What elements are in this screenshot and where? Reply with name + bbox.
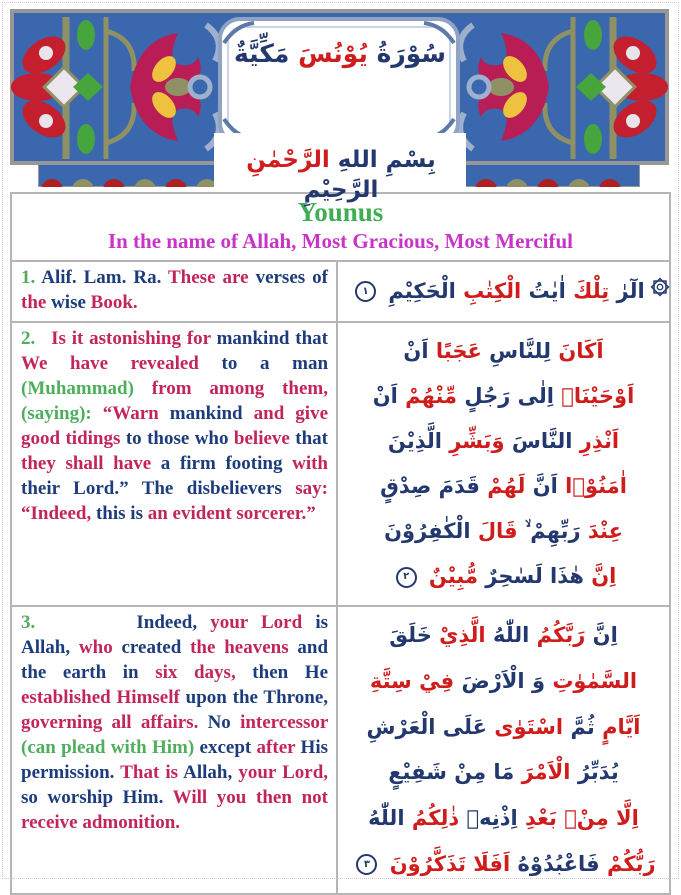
arabic-segment: اَنْ <box>372 384 398 408</box>
arabic-line <box>350 464 657 509</box>
text-segment: a firm footing <box>160 453 283 474</box>
header-arabic-word: مَكِّيَّةٌ <box>233 39 290 68</box>
text-segment: Book. <box>90 292 138 313</box>
header-arabic-word: سُوْرَةُ <box>376 39 447 68</box>
arabic-segment: الَّذِيْ <box>439 623 486 648</box>
text-segment: six days, <box>155 662 236 683</box>
arabic-segment: اَنْ <box>403 339 429 363</box>
verse-english <box>12 607 338 893</box>
text-segment: then He <box>252 662 328 683</box>
verse-number: 3. <box>21 612 36 633</box>
text-segment: wise <box>51 292 86 313</box>
surah-title: Younus <box>297 197 384 227</box>
text-segment: they shall have <box>21 453 152 474</box>
verse-row <box>12 323 669 607</box>
text-segment: the heavens <box>190 637 289 658</box>
text-segment: Allah, <box>183 762 233 783</box>
text-segment: an evident sorcerer.” <box>147 503 316 524</box>
text-segment: their Lord.” <box>21 478 129 499</box>
arabic-segment: السَّمٰوٰتِ <box>552 668 638 693</box>
text-segment: We have revealed <box>21 353 199 374</box>
text-segment: and the earth in <box>21 637 329 683</box>
verse-table <box>12 262 669 893</box>
text-segment: Alif. Lam. Ra. <box>41 267 162 288</box>
text-segment: who <box>78 637 113 658</box>
content-frame <box>10 192 671 895</box>
text-segment: verses of <box>255 267 328 288</box>
arabic-segment: اَيَّامٍ <box>602 714 641 739</box>
bismillah-translation: In the name of Allah, Most Gracious, Most Merciful <box>107 229 574 253</box>
arabic-segment: اَنْذِرِ <box>579 429 620 453</box>
text-segment: mankind that <box>216 328 328 349</box>
arabic-segment: اللّٰهُ <box>492 623 530 648</box>
header-arabic-word: الرَّحِيْمِ <box>303 177 379 203</box>
ayah-end-marker: ١ <box>355 281 376 302</box>
text-segment: (Muhammad) <box>21 378 134 399</box>
arabic-segment: يُدَبِّرُ <box>577 760 619 785</box>
text-segment: and give good tidings <box>21 403 329 449</box>
verse-arabic <box>338 323 669 605</box>
text-segment: is Allah, <box>21 612 328 658</box>
text-segment: Will you then not receive admonition. <box>21 787 328 833</box>
arabic-segment: وَبَشِّرِ <box>449 429 505 453</box>
text-segment: this is <box>95 503 143 524</box>
text-segment: These are <box>168 267 249 288</box>
header-arabic-word: يُوْنُسَ <box>298 39 368 68</box>
arabic-segment: اَكَانَ <box>558 339 604 363</box>
arabic-segment: لَسٰحِرٌ <box>485 564 543 588</box>
verse-number: 1. <box>21 267 36 288</box>
text-segment: intercessor <box>240 712 329 733</box>
arabic-segment: لَهُمْ <box>487 474 526 498</box>
arabic-line <box>350 796 657 841</box>
text-segment: the <box>21 292 47 313</box>
text-segment: say: “Indeed, <box>21 478 328 524</box>
arabic-segment: اللّٰهُ <box>368 805 405 830</box>
text-segment: from among them, <box>151 378 329 399</box>
ayah-end-marker: ٢ <box>396 567 417 588</box>
text-segment: (saying): <box>21 403 92 424</box>
text-segment: governing all affairs. <box>21 712 199 733</box>
header-ornament-band <box>10 9 669 203</box>
arabic-segment: الَّذِيْنَ <box>387 429 442 453</box>
text-segment: to those who <box>125 428 229 449</box>
text-segment: established Himself <box>21 687 180 708</box>
arabic-segment: اِنَّ <box>591 564 617 588</box>
text-segment: your Lord, <box>238 762 329 783</box>
surah-title-arabic <box>223 39 457 69</box>
verse-number: 2. <box>21 328 36 349</box>
text-segment: “Warn <box>102 403 159 424</box>
arabic-segment: اَوْحَيْنَاۤ <box>561 384 635 408</box>
arabic-segment: الْاَمْرَ <box>521 760 571 785</box>
arabic-line <box>350 329 657 374</box>
text-segment: to a man <box>221 353 329 374</box>
arabic-segment: اسْتَوٰى <box>494 714 564 739</box>
arabic-line <box>350 613 657 658</box>
arabic-line <box>350 659 657 704</box>
arabic-segment: وَ الْاَرْضَ <box>461 668 545 693</box>
arabic-segment: الٓرٰ <box>616 278 645 303</box>
text-segment: Is it astonishing for <box>51 328 211 349</box>
arabic-line <box>350 554 657 599</box>
arabic-line <box>350 750 657 795</box>
verse-row <box>12 607 669 893</box>
verse-row <box>12 262 669 323</box>
arabic-segment: النَّاسَ <box>511 429 573 453</box>
arabic-segment: قَدَمَ صِدْقٍ <box>380 474 480 498</box>
arabic-segment: عَجَبًا <box>435 339 482 363</box>
header-arabic-word: بِسْمِ اللهِ <box>337 147 436 173</box>
arabic-segment: الْحَكِيْمِ <box>388 278 456 303</box>
text-segment: with <box>292 453 329 474</box>
arabic-line <box>350 419 657 464</box>
text-segment: Indeed, <box>136 612 198 633</box>
arabic-line <box>350 374 657 419</box>
arabic-segment: عِنْدَ <box>587 519 623 543</box>
arabic-segment: مِّنْهُمْ <box>405 384 458 408</box>
quran-page <box>10 0 671 895</box>
text-segment: That is <box>120 762 179 783</box>
text-segment: that <box>295 428 329 449</box>
arabic-segment: فَاعْبُدُوْهُ <box>517 851 600 876</box>
arabic-segment: تِلْكَ <box>573 278 610 303</box>
rub-el-hizb-icon <box>649 269 671 314</box>
text-segment: mankind <box>169 403 243 424</box>
arabic-segment: اٰيٰتُ <box>528 278 566 303</box>
arabic-segment: مُّبِيْنٌ <box>428 564 478 588</box>
arabic-segment: اِلٰى رَجُلٍ <box>464 384 554 408</box>
text-segment: His permission. <box>21 737 328 783</box>
arabic-segment: فِيْ سِتَّةِ <box>369 668 455 693</box>
arabic-segment: عَلَى الْعَرْشِ <box>366 714 487 739</box>
verse-arabic <box>338 607 669 893</box>
arabic-segment: قَالَ <box>477 519 518 543</box>
arabic-line <box>350 269 675 315</box>
arabic-segment: اَنَّ <box>532 474 558 498</box>
text-segment: after <box>256 737 296 758</box>
arabic-segment: اِنَّ <box>592 623 618 648</box>
verse-arabic <box>338 262 681 321</box>
text-segment: (can plead with Him) <box>21 737 195 758</box>
header-arabic-word: الرَّحْمٰنِ <box>246 147 330 173</box>
arabic-segment: ثُمَّ <box>570 714 595 739</box>
bismillah-arabic <box>217 145 465 205</box>
arabic-line <box>350 842 657 887</box>
arabic-line <box>350 705 657 750</box>
verse-english <box>12 323 338 605</box>
arabic-segment: لِلنَّاسِ <box>489 339 552 363</box>
text-segment: your Lord <box>210 612 303 633</box>
arabic-segment: رَبِّهِمْ ۙ <box>525 519 581 543</box>
arabic-segment: رَبُّكُمْ <box>606 851 656 876</box>
arabic-segment: هٰذَا <box>550 564 584 588</box>
arabic-segment: الْكٰفِرُوْنَ <box>384 519 471 543</box>
arabic-segment: رَبَّكُمُ <box>536 623 586 648</box>
arabic-segment: الْكِتٰبِ <box>463 278 522 303</box>
arabic-segment: اِلَّا مِنْۢ بَعْدِ <box>525 805 639 830</box>
arabic-segment: اٰمَنُوْۤا <box>565 474 627 498</box>
arabic-segment: اَفَلَا تَذَكَّرُوْنَ <box>389 851 511 876</box>
text-segment: No <box>207 712 231 733</box>
arabic-segment: خَلَقَ <box>389 623 432 648</box>
text-segment: The disbelievers <box>141 478 282 499</box>
text-segment: created <box>121 637 182 658</box>
arabic-line <box>350 509 657 554</box>
ayah-end-marker: ٣ <box>356 854 377 875</box>
arabic-segment: ذٰلِكُمُ <box>411 805 460 830</box>
text-segment: believe <box>233 428 290 449</box>
text-segment: upon the Throne, <box>185 687 329 708</box>
arabic-segment: مَا مِنْ <box>454 760 515 785</box>
arabic-segment: شَفِيْعٍ <box>388 760 447 785</box>
text-segment: so worship Him. <box>21 787 164 808</box>
arabic-segment: اِذْنِهٖ <box>466 805 518 830</box>
text-segment: except <box>199 737 252 758</box>
verse-english <box>12 262 338 321</box>
